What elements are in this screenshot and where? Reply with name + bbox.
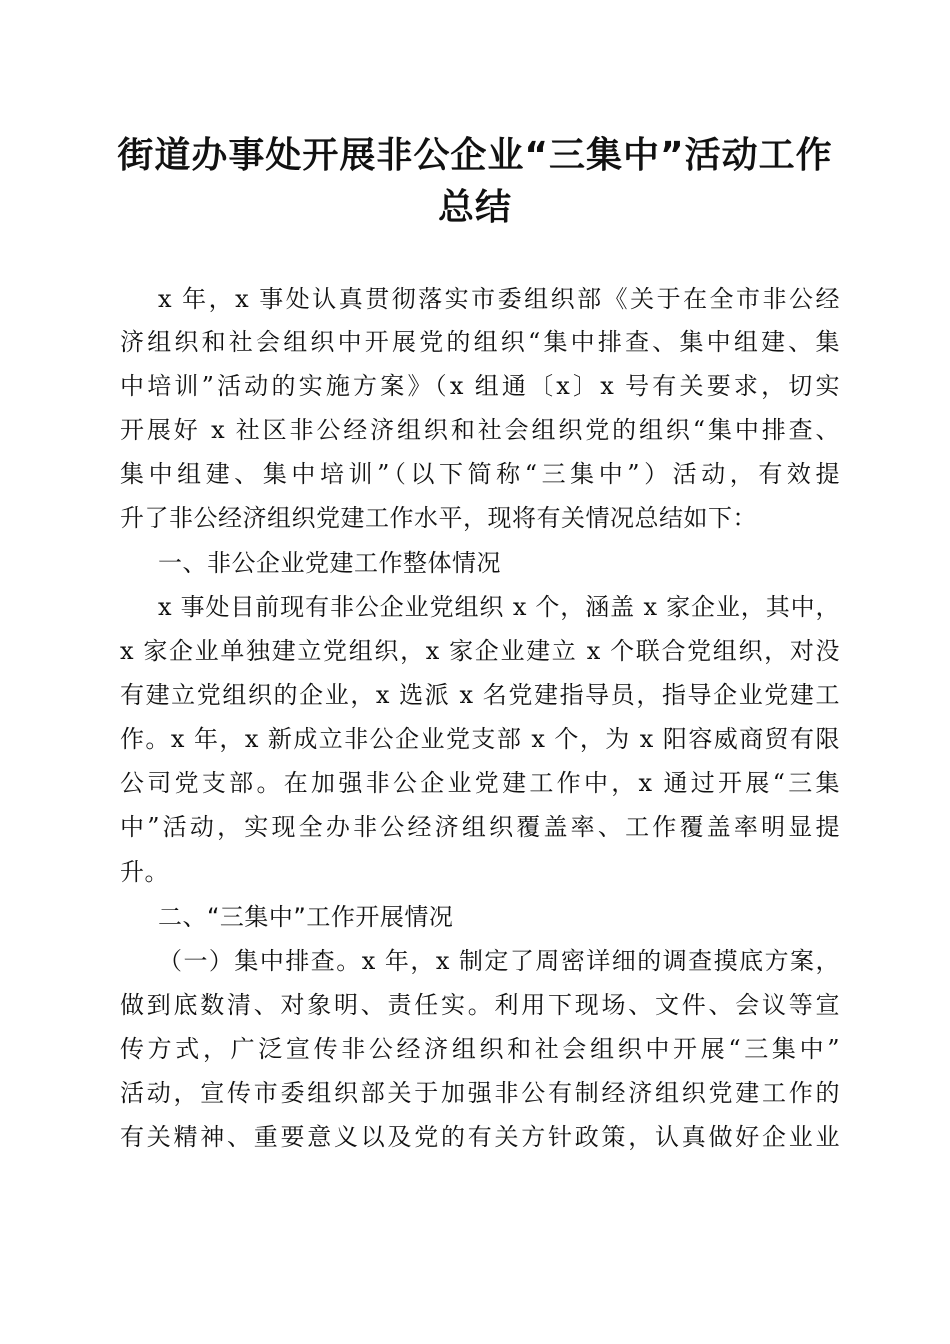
intro-line: 集中组建、集中培训”（以下简称“三集中”）活动，有效提: [120, 460, 840, 488]
subsection-first-text: x 年，x 制定了周密详细的调查摸底方案，: [361, 947, 841, 975]
section-1-line: 升。: [120, 858, 169, 886]
section-2-line: 传方式，广泛宣传非公经济组织和社会组织中开展“三集中”: [120, 1035, 840, 1063]
intro-line: x 年，x 事处认真贯彻落实市委组织部《关于在全市非公经: [158, 285, 840, 313]
intro-line: 升了非公经济组织党建工作水平，现将有关情况总结如下：: [120, 504, 757, 532]
section-2-line: 有关精神、重要意义以及党的有关方针政策，认真做好企业业: [120, 1123, 840, 1151]
intro-line: 中培训”活动的实施方案》（x 组通〔x〕x 号有关要求，切实: [120, 372, 840, 400]
section-1-line: 中”活动，实现全办非公经济组织覆盖率、工作覆盖率明显提: [120, 813, 840, 841]
section-1-line: 公司党支部。在加强非公企业党建工作中，x 通过开展“三集: [120, 769, 840, 797]
section-2-heading: 二、“三集中”工作开展情况: [158, 903, 454, 931]
section-2-first-line: [158, 939, 840, 983]
title-line-1: 街道办事处开展非公企业“三集中”活动工作: [117, 135, 833, 176]
section-2-line: 活动，宣传市委组织部关于加强非公有制经济组织党建工作的: [120, 1079, 840, 1107]
section-1-line: x 事处目前现有非公企业党组织 x 个，涵盖 x 家企业，其中，: [158, 593, 840, 621]
section-1-line: 有建立党组织的企业，x 选派 x 名党建指导员，指导企业党建工: [120, 681, 840, 709]
section-1-line: x 家企业单独建立党组织，x 家企业建立 x 个联合党组织，对没: [120, 637, 840, 665]
intro-line: 济组织和社会组织中开展党的组织“集中排查、集中组建、集: [120, 328, 840, 356]
intro-line: 开展好 x 社区非公经济组织和社会组织党的组织“集中排查、: [120, 416, 840, 444]
title-line-2: 总结: [437, 187, 512, 228]
section-1-heading: 一、非公企业党建工作整体情况: [158, 549, 501, 577]
section-2-line: 做到底数清、对象明、责任实。利用下现场、文件、会议等宣: [120, 991, 840, 1019]
subsection-lead: （一）集中排查。: [158, 947, 362, 975]
document-title: [100, 130, 850, 234]
section-1-line: 作。x 年，x 新成立非公企业党支部 x 个，为 x 阳容威商贸有限: [120, 725, 840, 753]
